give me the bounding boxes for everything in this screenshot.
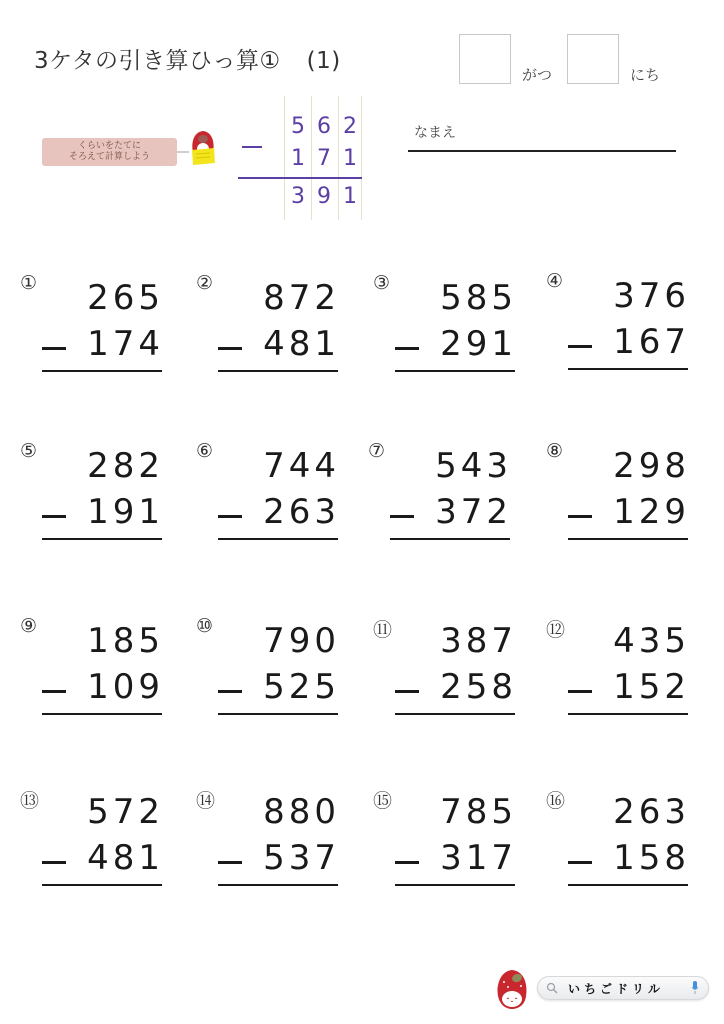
microphone-icon bbox=[691, 981, 699, 995]
strawberry-mascot-icon bbox=[188, 130, 218, 166]
answer-line[interactable] bbox=[218, 538, 338, 540]
minus-sign bbox=[395, 347, 419, 350]
minus-sign bbox=[568, 345, 592, 348]
problem-number: ⑤ bbox=[20, 440, 38, 462]
minuend: 585 bbox=[440, 278, 517, 318]
minuend: 376 bbox=[613, 276, 690, 316]
problem-number: ⑧ bbox=[546, 440, 564, 462]
example-bottom-digit: 1 bbox=[343, 146, 357, 171]
problem-number: ① bbox=[20, 272, 38, 294]
subtrahend: 317 bbox=[440, 838, 517, 878]
problem-4 bbox=[546, 270, 696, 380]
answer-line[interactable] bbox=[42, 538, 162, 540]
search-icon bbox=[546, 982, 558, 994]
minuend: 263 bbox=[613, 792, 690, 832]
minuend: 543 bbox=[435, 446, 512, 486]
answer-line[interactable] bbox=[218, 884, 338, 886]
problem-number: ⑥ bbox=[196, 440, 214, 462]
minuend: 785 bbox=[440, 792, 517, 832]
problem-number: ⑫ bbox=[546, 619, 566, 641]
problem-number: ⑭ bbox=[196, 790, 216, 812]
answer-line[interactable] bbox=[42, 713, 162, 715]
example-answer-digit: 9 bbox=[317, 184, 331, 209]
subtrahend: 291 bbox=[440, 324, 517, 364]
example-answer-digit: 3 bbox=[291, 184, 305, 209]
example-minus-sign bbox=[242, 146, 262, 148]
subtrahend: 158 bbox=[613, 838, 690, 878]
answer-line[interactable] bbox=[395, 370, 515, 372]
problem-number: ④ bbox=[546, 270, 564, 292]
problem-number: ② bbox=[196, 272, 214, 294]
sheet-number: (1) bbox=[306, 48, 341, 74]
answer-line[interactable] bbox=[218, 713, 338, 715]
brand-name: いちごドリル bbox=[568, 982, 665, 996]
problem-number: ⑯ bbox=[546, 790, 566, 812]
problem-11 bbox=[373, 615, 523, 725]
problem-15 bbox=[373, 786, 523, 896]
subtrahend: 129 bbox=[613, 492, 690, 532]
minus-sign bbox=[218, 861, 242, 864]
minuend: 282 bbox=[87, 446, 164, 486]
subtrahend: 258 bbox=[440, 667, 517, 707]
day-label: にち bbox=[630, 66, 661, 84]
subtrahend: 109 bbox=[87, 667, 164, 707]
example-bottom-digit: 1 bbox=[291, 146, 305, 171]
minuend: 387 bbox=[440, 621, 517, 661]
subtrahend: 481 bbox=[263, 324, 340, 364]
minus-sign bbox=[218, 690, 242, 693]
example-top-digit: 6 bbox=[317, 114, 331, 139]
answer-line[interactable] bbox=[42, 370, 162, 372]
minus-sign bbox=[568, 861, 592, 864]
minuend: 572 bbox=[87, 792, 164, 832]
subtrahend: 152 bbox=[613, 667, 690, 707]
answer-line[interactable] bbox=[568, 713, 688, 715]
example-bottom-digit: 7 bbox=[317, 146, 331, 171]
problem-10 bbox=[196, 615, 346, 725]
hint-bubble bbox=[42, 138, 177, 166]
problem-16 bbox=[546, 786, 696, 896]
hint-line-1: くらいをたてに bbox=[77, 141, 141, 151]
minuend: 435 bbox=[613, 621, 690, 661]
minus-sign bbox=[42, 515, 66, 518]
subtrahend: 525 bbox=[263, 667, 340, 707]
subtrahend: 174 bbox=[87, 324, 164, 364]
minus-sign bbox=[390, 515, 414, 518]
minuend: 744 bbox=[263, 446, 340, 486]
minus-sign bbox=[42, 861, 66, 864]
hint-line-2: そろえて計算しよう bbox=[68, 152, 150, 162]
answer-line[interactable] bbox=[42, 884, 162, 886]
name-label: なまえ bbox=[414, 125, 456, 141]
minus-sign bbox=[568, 515, 592, 518]
worksheet-title bbox=[34, 42, 341, 75]
answer-line[interactable] bbox=[390, 538, 510, 540]
problem-1 bbox=[20, 272, 170, 382]
problem-number: ③ bbox=[373, 272, 391, 294]
brand-search-bar bbox=[537, 976, 709, 1000]
example-problem bbox=[238, 96, 364, 220]
minuend: 880 bbox=[263, 792, 340, 832]
day-input-box[interactable] bbox=[567, 34, 619, 84]
title-text: 3ケタの引き算ひっ算① bbox=[34, 48, 281, 74]
example-answer-line bbox=[238, 177, 362, 179]
problem-number: ⑨ bbox=[20, 615, 38, 637]
minus-sign bbox=[218, 515, 242, 518]
problem-7 bbox=[368, 440, 518, 550]
minus-sign bbox=[395, 690, 419, 693]
problem-number: ⑬ bbox=[20, 790, 40, 812]
subtrahend: 191 bbox=[87, 492, 164, 532]
subtrahend: 263 bbox=[263, 492, 340, 532]
month-input-box[interactable] bbox=[459, 34, 511, 84]
minus-sign bbox=[42, 690, 66, 693]
answer-line[interactable] bbox=[218, 370, 338, 372]
minus-sign bbox=[395, 861, 419, 864]
answer-line[interactable] bbox=[395, 884, 515, 886]
answer-line[interactable] bbox=[568, 538, 688, 540]
problem-number: ⑦ bbox=[368, 440, 386, 462]
problem-6 bbox=[196, 440, 346, 550]
minus-sign bbox=[218, 347, 242, 350]
minuend: 298 bbox=[613, 446, 690, 486]
name-input-line[interactable] bbox=[408, 150, 676, 152]
problem-8 bbox=[546, 440, 696, 550]
month-label: がつ bbox=[522, 66, 553, 84]
problem-12 bbox=[546, 615, 696, 725]
answer-line[interactable] bbox=[568, 368, 688, 370]
problem-2 bbox=[196, 272, 346, 382]
minuend: 790 bbox=[263, 621, 340, 661]
minus-sign bbox=[568, 690, 592, 693]
answer-line[interactable] bbox=[395, 713, 515, 715]
minuend: 265 bbox=[87, 278, 164, 318]
subtrahend: 481 bbox=[87, 838, 164, 878]
subtrahend: 167 bbox=[613, 322, 690, 362]
problem-number: ⑪ bbox=[373, 619, 393, 641]
example-top-digit: 2 bbox=[343, 114, 357, 139]
example-answer-digit: 1 bbox=[343, 184, 357, 209]
subtrahend: 372 bbox=[435, 492, 512, 532]
problem-13 bbox=[20, 786, 170, 896]
subtrahend: 537 bbox=[263, 838, 340, 878]
problem-number: ⑩ bbox=[196, 615, 214, 637]
problem-14 bbox=[196, 786, 346, 896]
problem-5 bbox=[20, 440, 170, 550]
problem-9 bbox=[20, 615, 170, 725]
problem-number: ⑮ bbox=[373, 790, 393, 812]
example-top-digit: 5 bbox=[291, 114, 305, 139]
minuend: 872 bbox=[263, 278, 340, 318]
answer-line[interactable] bbox=[568, 884, 688, 886]
strawberry-mascot-icon bbox=[495, 968, 529, 1010]
minus-sign bbox=[42, 347, 66, 350]
problem-3 bbox=[373, 272, 523, 382]
minuend: 185 bbox=[87, 621, 164, 661]
